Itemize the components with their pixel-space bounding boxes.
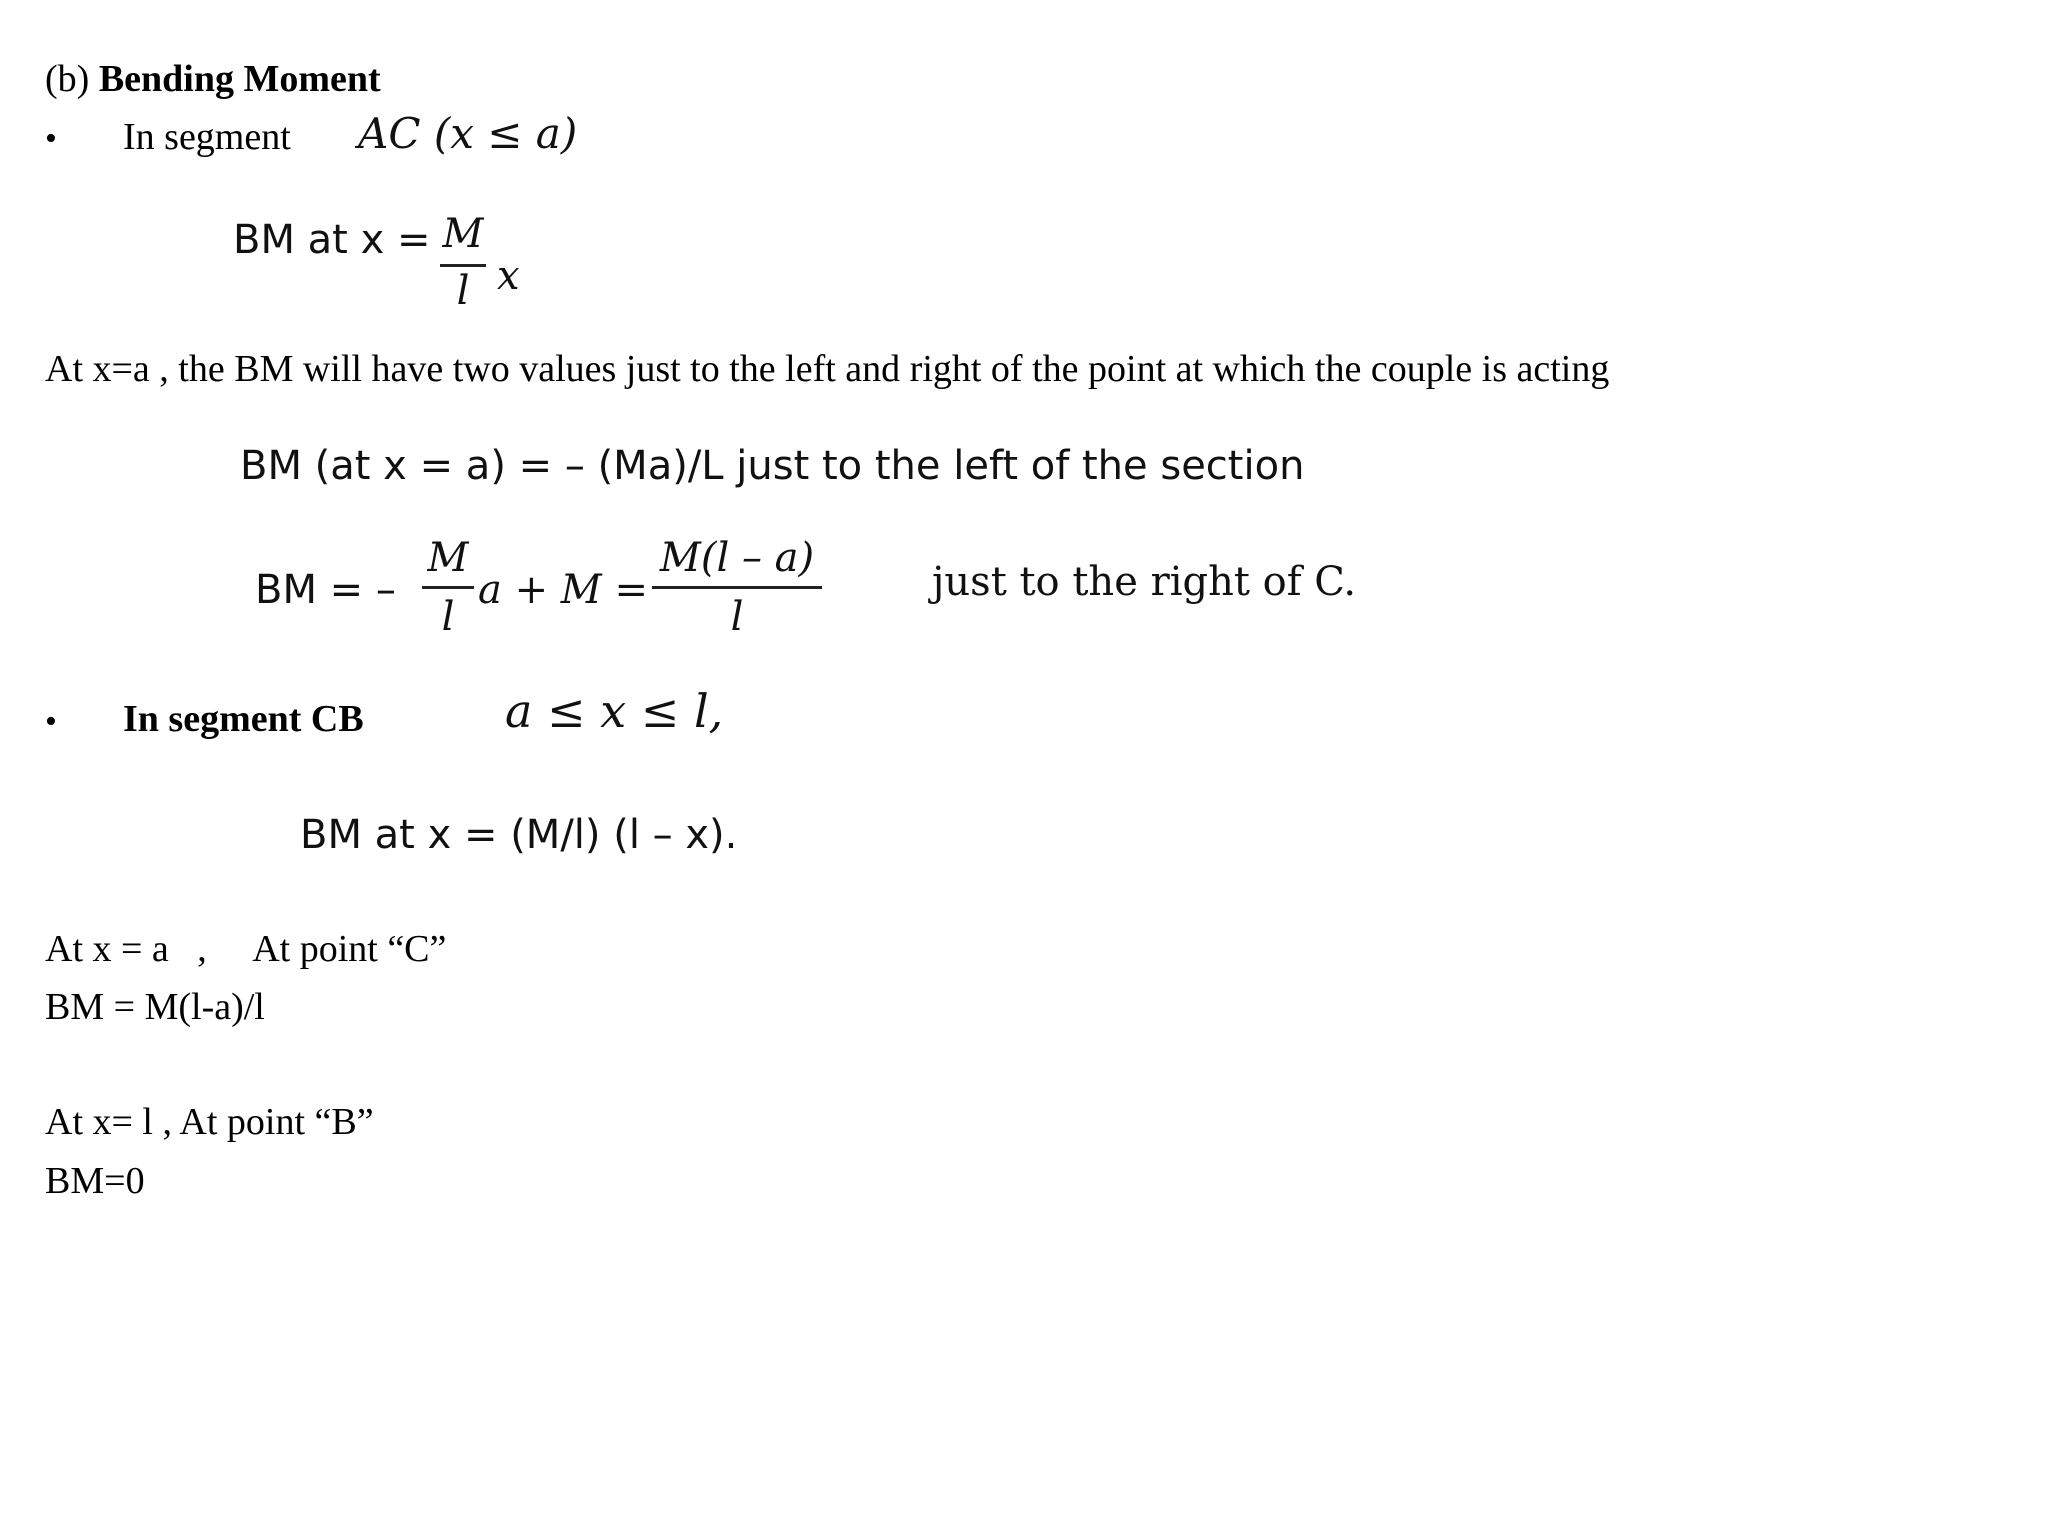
eq-right-note: just to the right of C. (932, 559, 1357, 605)
eq-right-frac2-bar (652, 586, 822, 589)
eq-bm-ac-lhs: BM at x = (233, 217, 431, 263)
eq-right-frac1-den: l (441, 594, 455, 640)
eq-right-frac2-num: M(l – a) (659, 535, 815, 581)
eq-bm-left: BM (at x = a) = – (Ma)/L just to the left of the section (240, 443, 1305, 489)
bullet-segment-ac: • (45, 120, 57, 157)
point-c-line2: BM = M(l-a)/l (45, 986, 265, 1028)
eq-bm-ac-fraction (438, 211, 488, 314)
eq-bm-ac-tail: x (497, 253, 520, 299)
eq-bm-cb: BM at x = (M/l) (l – x). (300, 812, 738, 858)
segment-cb-range: a ≤ x ≤ l, (505, 684, 724, 738)
eq-right-frac2 (652, 535, 822, 640)
point-c-line1: At x = a , At point “C” (45, 928, 447, 970)
segment-ac-label: In segment (123, 116, 291, 158)
eq-bm-ac-num: M (442, 211, 484, 257)
eq-right-mid: a + M = (478, 567, 648, 613)
eq-right-frac1 (420, 535, 476, 640)
point-b-line2: BM=0 (45, 1160, 145, 1202)
segment-cb-label: In segment CB (123, 698, 364, 740)
segment-ac-range: AC (x ≤ a) (358, 109, 578, 158)
note-two-values: At x=a , the BM will have two values just to the left and right of the point at which the couple is acting (45, 348, 1610, 390)
eq-right-frac2-den: l (730, 594, 744, 640)
heading-title: Bending Moment (98, 58, 381, 100)
point-b-line1: At x= l , At point “B” (45, 1101, 374, 1143)
eq-bm-ac-bar (440, 264, 486, 267)
bullet-segment-cb: • (45, 703, 57, 740)
heading-prefix: (b) (45, 58, 90, 100)
eq-right-frac1-bar (422, 586, 474, 589)
eq-bm-ac-den: l (456, 268, 470, 314)
eq-right-frac1-num: M (427, 535, 469, 581)
section-heading (45, 60, 381, 98)
eq-bm-ac (233, 217, 431, 263)
eq-right-lhs: BM = – (255, 567, 396, 613)
